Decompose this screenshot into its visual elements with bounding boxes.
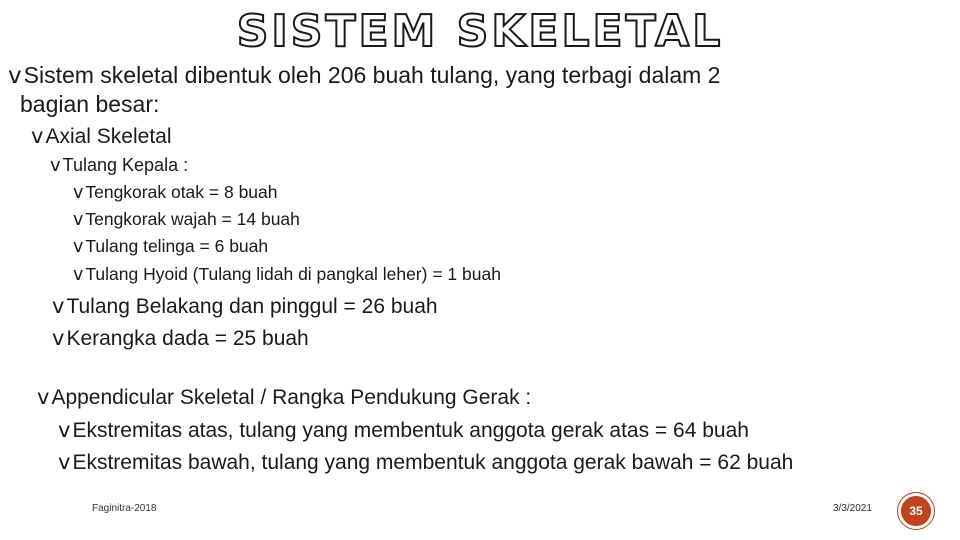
check-bullet-icon: v: [73, 183, 84, 203]
check-bullet-icon: v: [52, 326, 65, 350]
intro-line: [8, 62, 720, 89]
axial-heading: vAxial Skeletal: [31, 124, 172, 148]
check-bullet-icon: v: [37, 385, 50, 409]
intro-text: Sistem skeletal dibentuk oleh 206 buah tulang, yang terbagi dalam 2: [23, 62, 721, 88]
list-item: v Tengkorak otak = 8 buah: [73, 182, 278, 203]
check-bullet-icon: v: [8, 63, 22, 89]
check-bullet-icon: v: [58, 450, 71, 474]
check-bullet-icon: v: [58, 418, 71, 442]
check-bullet-icon: v: [73, 237, 84, 257]
check-bullet-icon: v: [73, 265, 84, 285]
ekstremitas-atas-item: vEkstremitas atas, tulang yang membentuk anggota gerak atas = 64 buah: [58, 418, 749, 442]
check-bullet-icon: v: [31, 124, 44, 148]
page-number-badge: [897, 492, 935, 530]
footer-date: 3/3/2021: [833, 503, 872, 514]
page-number: 35: [901, 496, 931, 526]
list-item: v Tulang telinga = 6 buah: [73, 236, 269, 257]
list-item: v Tengkorak wajah = 14 buah: [73, 209, 300, 230]
kepala-heading: v Tulang Kepala :: [50, 155, 189, 176]
check-bullet-icon: v: [52, 294, 65, 318]
appendicular-heading: vAppendicular Skeletal / Rangka Pendukung Gerak :: [37, 385, 532, 409]
check-bullet-icon: v: [50, 155, 61, 176]
dada-item: vKerangka dada = 25 buah: [52, 326, 309, 350]
slide-title: SISTEM SKELETAL: [236, 6, 724, 57]
intro-line-continued: bagian besar:: [20, 91, 160, 117]
belakang-item: vTulang Belakang dan pinggul = 26 buah: [52, 294, 438, 318]
list-item: v Tulang Hyoid (Tulang lidah di pangkal leher) = 1 buah: [73, 264, 501, 285]
check-bullet-icon: v: [73, 210, 84, 230]
footer-author: Faginitra-2018: [92, 503, 157, 514]
ekstremitas-bawah-item: vEkstremitas bawah, tulang yang membentuk anggota gerak bawah = 62 buah: [58, 450, 794, 474]
